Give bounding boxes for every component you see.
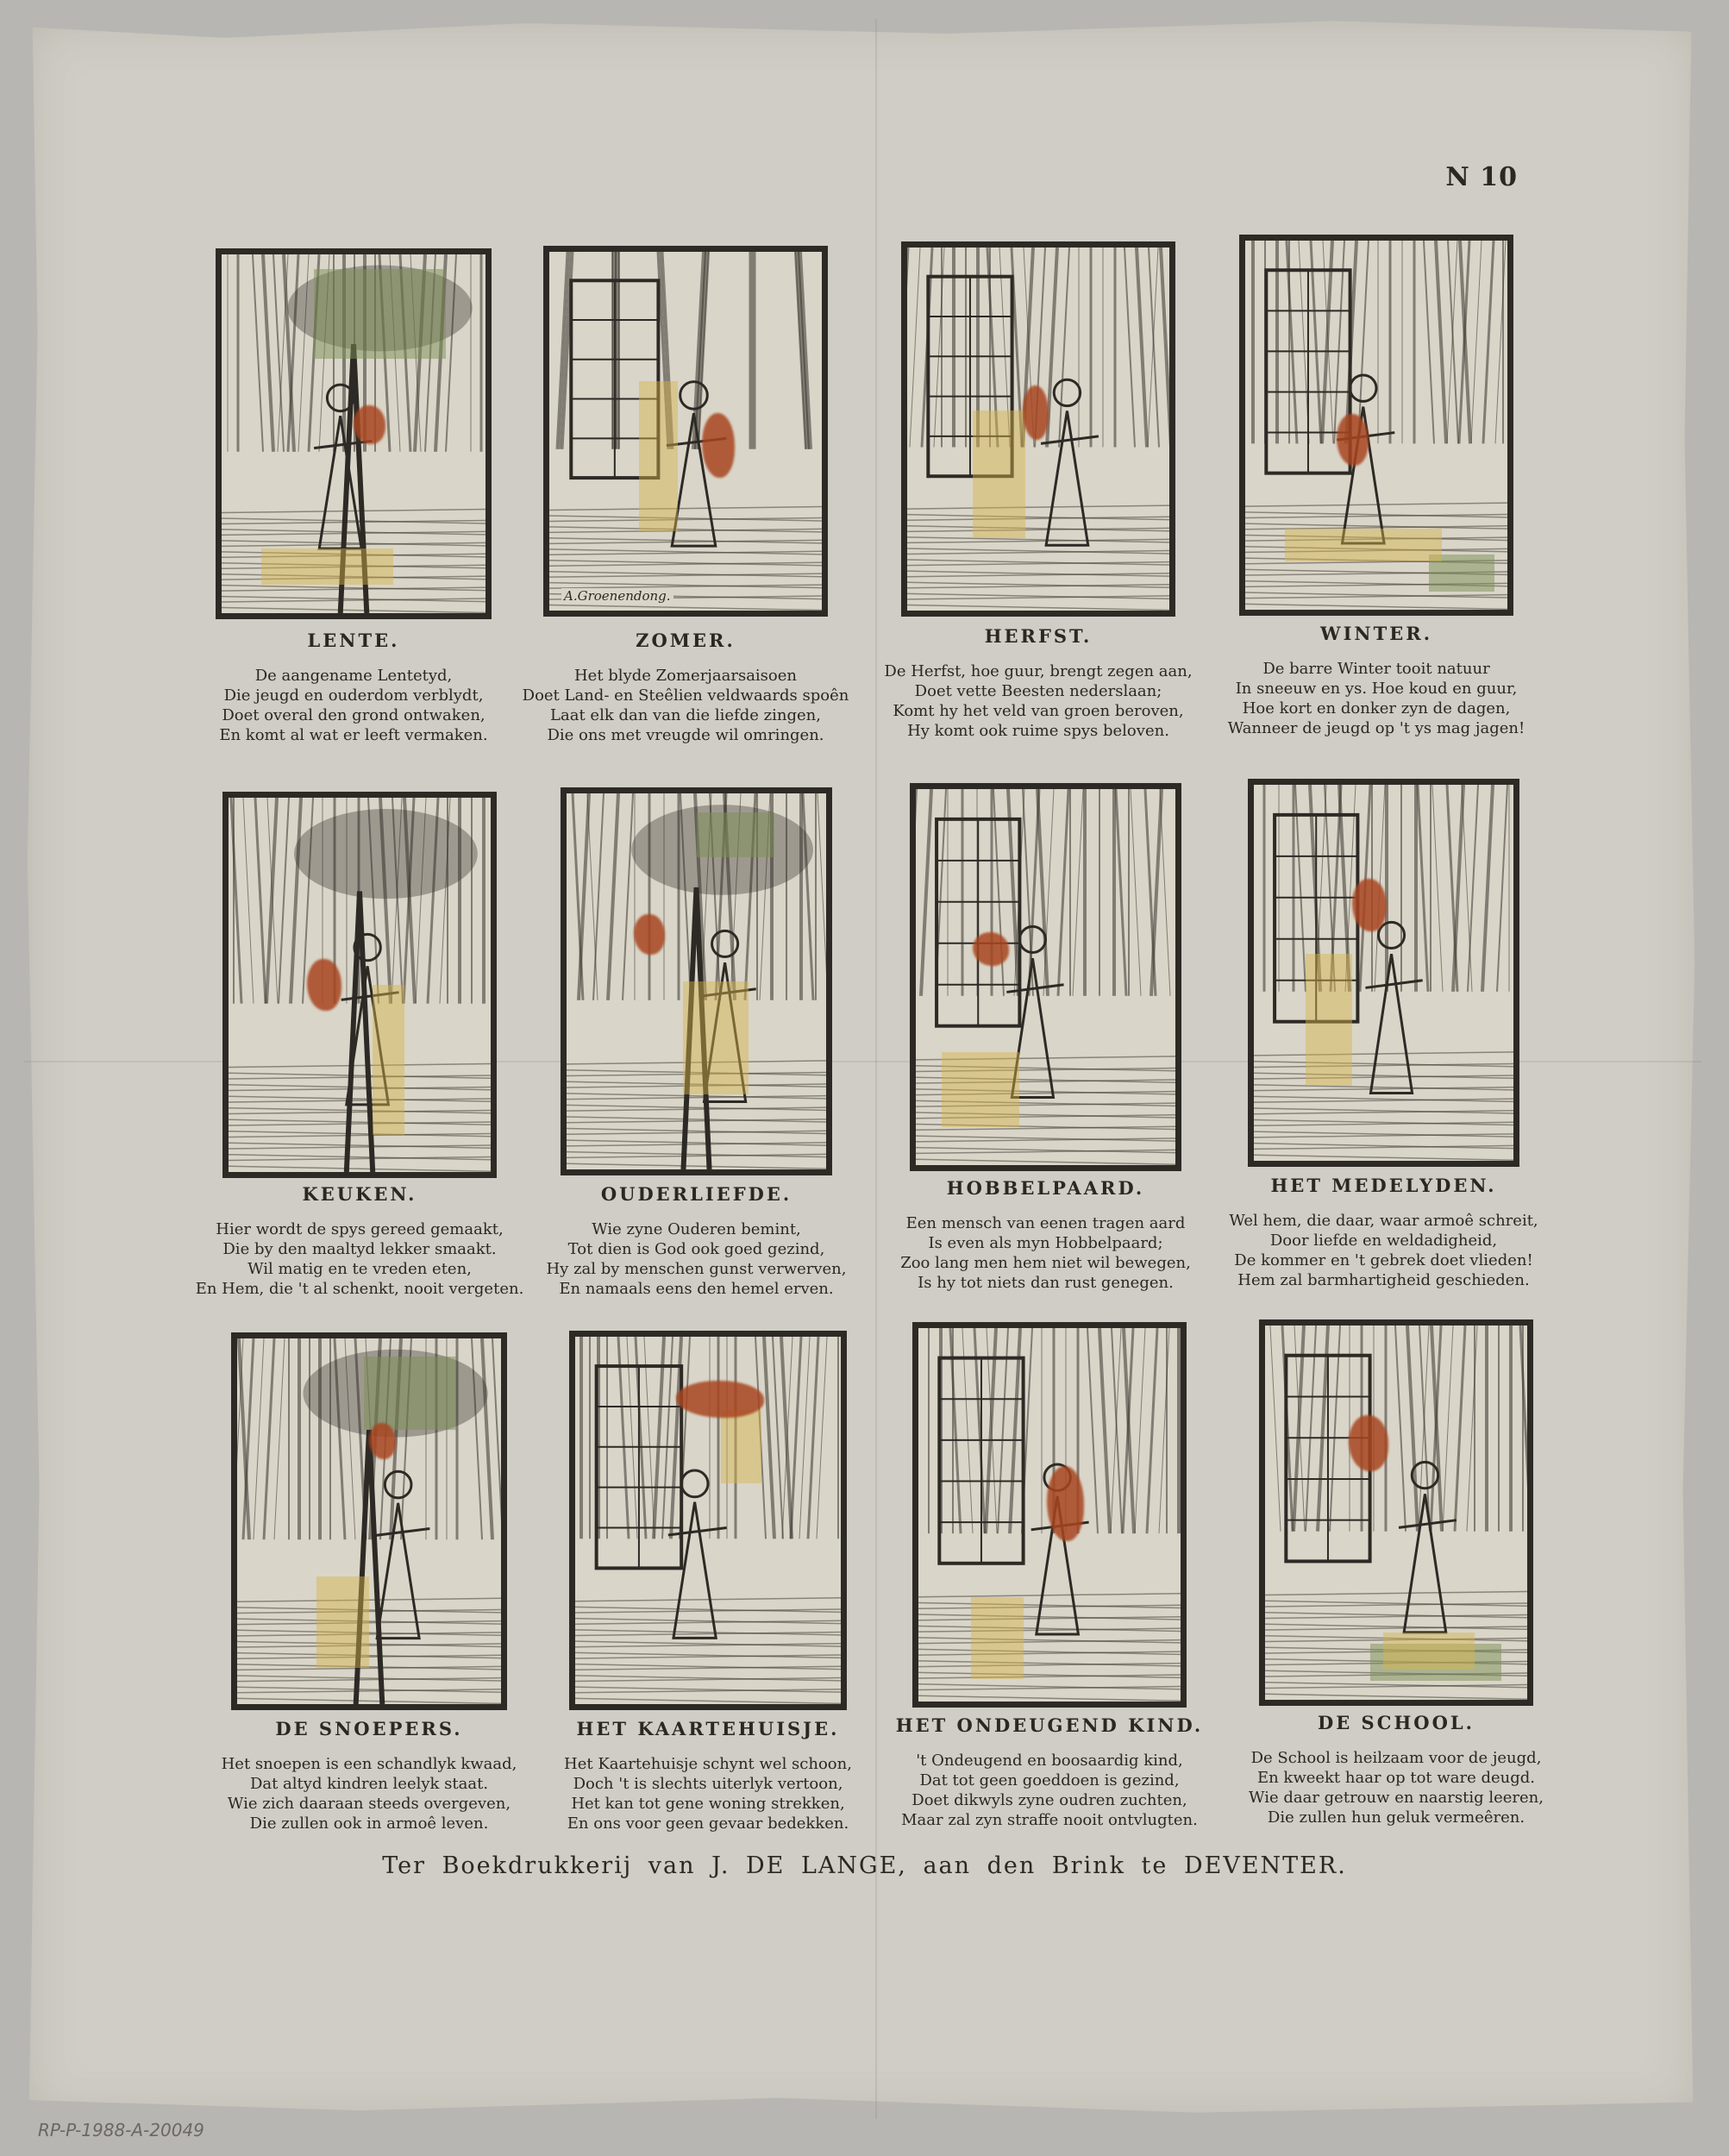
verse-line: Doet vette Beesten nederslaan;	[914, 682, 1162, 700]
verse-line: Hy komt ook ruime spys beloven.	[907, 722, 1169, 740]
print-title: LENTE.	[307, 630, 400, 651]
woodcut-de-snoepers	[231, 1332, 507, 1710]
print-verse	[516, 1219, 878, 1299]
orange-colour-wash	[1047, 1466, 1084, 1541]
print-title: HERFST.	[984, 625, 1093, 647]
verse-line: Het snoepen is een schandlyk kwaad,	[221, 1755, 517, 1773]
green-colour-wash	[364, 1357, 456, 1430]
green-colour-wash	[697, 812, 774, 857]
verse-line: Maar zal zyn straffe nooit ontvlugten.	[901, 1811, 1198, 1829]
verse-line: En namaals eens den hemel erven.	[559, 1280, 834, 1298]
verse-line: De barre Winter tooit natuur	[1262, 660, 1490, 678]
print-verse	[527, 1754, 889, 1833]
print-title: HET KAARTEHUISJE.	[576, 1718, 840, 1739]
verse-line: Zoo lang men hem niet wil bewegen,	[900, 1254, 1191, 1272]
verse-line: Wie zyne Ouderen bemint,	[592, 1220, 801, 1238]
verse-line: 't Ondeugend en boosaardig kind,	[916, 1752, 1183, 1770]
verse-line: Het kan tot gene woning strekken,	[571, 1795, 845, 1813]
verse-line: Doet dikwyls zyne oudren zuchten,	[911, 1791, 1187, 1809]
verse-line: De School is heilzaam voor de jeugd,	[1250, 1749, 1542, 1767]
print-title: ZOMER.	[636, 630, 736, 651]
verse-line: Hem zal barmhartigheid geschieden.	[1237, 1271, 1530, 1289]
print-verse	[1195, 659, 1557, 738]
verse-line: Hier wordt de spys gereed gemaakt,	[216, 1220, 504, 1238]
verse-line: En Hem, die 't al schenkt, nooit vergeten.	[195, 1280, 524, 1298]
yellow-colour-wash	[942, 1052, 1019, 1127]
orange-colour-wash	[354, 405, 385, 445]
verse-line: En kweekt haar op tot ware deugd.	[1256, 1769, 1536, 1787]
print-verse	[868, 1751, 1231, 1830]
print-title: HET MEDELYDEN.	[1270, 1175, 1497, 1196]
yellow-colour-wash	[971, 1597, 1024, 1679]
orange-colour-wash	[1023, 385, 1049, 440]
woodcut-de-school	[1259, 1319, 1533, 1706]
print-title: DE SNOEPERS.	[275, 1718, 463, 1739]
verse-line: Dat altyd kindren leelyk staat.	[249, 1775, 489, 1793]
verse-line: Door liefde en weldadigheid,	[1269, 1232, 1498, 1250]
orange-colour-wash	[702, 413, 735, 478]
yellow-colour-wash	[261, 548, 393, 585]
verse-line: De aangename Lentetyd,	[254, 667, 453, 685]
woodcut-het-kaartehuisje	[569, 1331, 847, 1710]
verse-line: Het blyde Zomerjaarsaisoen	[573, 667, 797, 685]
verse-line: Tot dien is God ook goed gezind,	[567, 1240, 825, 1258]
print-title: HET ONDEUGEND KIND.	[895, 1714, 1204, 1736]
verse-line: Die zullen ook in armoê leven.	[249, 1814, 489, 1833]
yellow-colour-wash	[373, 985, 404, 1135]
yellow-colour-wash	[639, 381, 677, 532]
orange-colour-wash	[634, 914, 665, 956]
verse-line: Hoe kort en donker zyn de dagen,	[1242, 699, 1511, 718]
woodcut-het-ondeugend-kind	[912, 1322, 1187, 1708]
verse-line: Is hy tot niets dan rust genegen.	[918, 1274, 1174, 1292]
print-verse	[172, 666, 535, 745]
verse-line: Die ons met vreugde wil omringen.	[547, 726, 824, 744]
woodcut-winter	[1239, 235, 1513, 616]
verse-line: Wil matig en te vreden eten,	[247, 1260, 472, 1278]
woodcut-keuken	[222, 792, 497, 1178]
orange-colour-wash	[369, 1423, 396, 1459]
verse-line: Doet Land- en Steêlien veldwaards spoên	[522, 686, 849, 705]
verse-line: Laat elk dan van die liefde zingen,	[550, 706, 821, 724]
yellow-colour-wash	[316, 1576, 369, 1668]
verse-line: Doch 't is slechts uiterlyk vertoon,	[573, 1775, 843, 1793]
verse-line: Wie zich daaraan steeds overgeven,	[227, 1795, 511, 1813]
print-verse	[179, 1219, 541, 1299]
yellow-colour-wash	[973, 411, 1025, 537]
orange-colour-wash	[676, 1381, 764, 1418]
woodcut-lente	[216, 248, 492, 619]
woodcut-ouderliefde	[561, 787, 832, 1175]
verse-line: De kommer en 't gebrek doet vlieden!	[1234, 1251, 1533, 1269]
orange-colour-wash	[307, 959, 341, 1012]
print-title: WINTER.	[1320, 623, 1432, 644]
print-title: OUDERLIEFDE.	[600, 1183, 792, 1205]
print-verse	[865, 1213, 1227, 1293]
verse-line: Wel hem, die daar, waar armoê schreit,	[1229, 1212, 1538, 1230]
verse-line: Dat tot geen goeddoen is gezind,	[919, 1771, 1180, 1789]
verse-line: De Herfst, hoe guur, brengt zegen aan,	[884, 662, 1193, 680]
orange-colour-wash	[1337, 414, 1368, 466]
print-verse	[1215, 1748, 1577, 1827]
print-verse	[188, 1754, 550, 1833]
woodcut-het-medelyden	[1248, 779, 1519, 1167]
yellow-colour-wash	[1383, 1633, 1475, 1670]
verse-line: Die jeugd en ouderdom verblydt,	[223, 686, 484, 705]
woodcut-herfst	[901, 241, 1175, 617]
verse-line: Komt hy het veld van groen beroven,	[893, 702, 1184, 720]
verse-line: Die by den maaltyd lekker smaakt.	[222, 1240, 497, 1258]
print-verse	[857, 661, 1219, 741]
print-title: KEUKEN.	[302, 1183, 417, 1205]
verse-line: Wie daar getrouw en naarstig leeren,	[1249, 1789, 1544, 1807]
verse-line: En ons voor geen gevaar bedekken.	[567, 1814, 849, 1833]
verse-line: Die zullen hun geluk vermeêren.	[1267, 1808, 1525, 1827]
sheet-number: N 10	[1445, 162, 1518, 192]
print-title: DE SCHOOL.	[1318, 1712, 1475, 1733]
engraver-signature: A.Groenendong.	[561, 588, 673, 604]
orange-colour-wash	[1349, 1415, 1388, 1471]
verse-line: En komt al wat er leeft vermaken.	[219, 726, 488, 744]
yellow-colour-wash	[683, 981, 748, 1094]
print-verse	[1203, 1211, 1565, 1290]
print-verse	[504, 666, 867, 745]
orange-colour-wash	[1352, 879, 1386, 931]
verse-line: Doet overal den grond ontwaken,	[222, 706, 485, 724]
woodcut-hobbelpaard	[910, 783, 1181, 1171]
verse-line: Wanneer de jeugd op 't ys mag jagen!	[1227, 719, 1525, 737]
print-title: HOBBELPAARD.	[946, 1177, 1145, 1199]
verse-line: Het Kaartehuisje schynt wel schoon,	[564, 1755, 852, 1773]
printer-imprint: Ter Boekdrukkerij van J. DE LANGE, aan den Brink te DEVENTER.	[382, 1852, 1347, 1879]
yellow-colour-wash	[1285, 529, 1442, 562]
orange-colour-wash	[973, 932, 1009, 966]
verse-line: Hy zal by menschen gunst verwerven,	[546, 1260, 847, 1278]
verse-line: Is even als myn Hobbelpaard;	[928, 1234, 1163, 1252]
verse-line: In sneeuw en ys. Hoe koud en guur,	[1235, 680, 1518, 698]
yellow-colour-wash	[1306, 954, 1352, 1086]
inventory-number: RP-P-1988-A-20049	[38, 2120, 204, 2140]
verse-line: Een mensch van eenen tragen aard	[905, 1214, 1186, 1232]
yellow-colour-wash	[721, 1410, 761, 1483]
woodcut-zomer	[543, 246, 828, 617]
green-colour-wash	[314, 269, 446, 359]
